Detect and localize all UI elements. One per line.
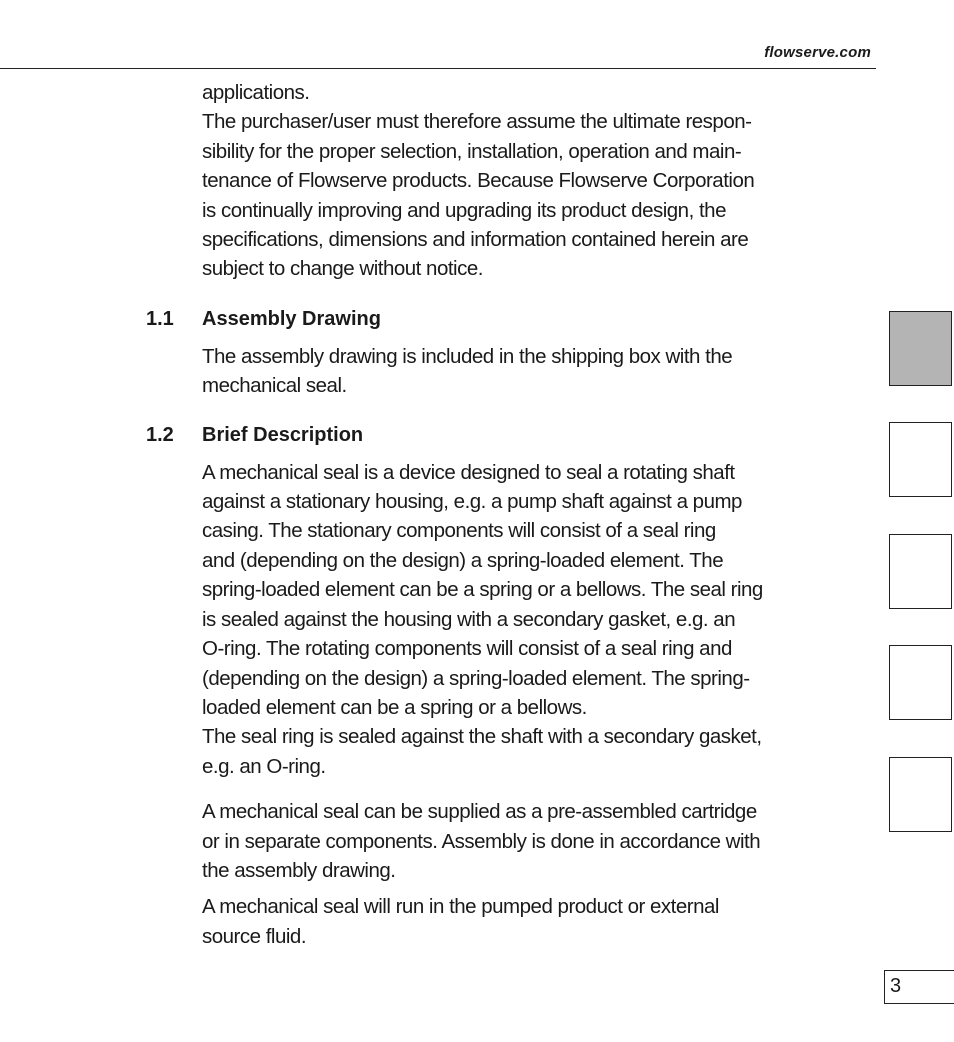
chapter-tab-1[interactable] bbox=[889, 311, 952, 386]
section-title: Brief Description bbox=[202, 423, 364, 446]
section-heading-1-2 bbox=[0, 424, 880, 454]
chapter-tab-5[interactable] bbox=[889, 757, 952, 832]
section-number: 1.2 bbox=[146, 423, 174, 446]
chapter-tab-3[interactable] bbox=[889, 534, 952, 609]
header-url: flowserve.com bbox=[764, 44, 871, 61]
chapter-tab-4[interactable] bbox=[889, 645, 952, 720]
section-1-2-paragraph-3: A mechanical seal will run in the pumped product or external source fluid. bbox=[202, 895, 719, 948]
section-title: Assembly Drawing bbox=[202, 307, 381, 330]
page-number-box bbox=[884, 970, 954, 1004]
section-number: 1.1 bbox=[146, 307, 174, 330]
page-content bbox=[0, 78, 880, 951]
header-divider bbox=[0, 68, 876, 69]
section-1-2-paragraph-2: A mechanical seal can be supplied as a pre-assembled cartridge or in separate components. Assembly is done in accordance with the assembly drawing. bbox=[202, 800, 761, 882]
page-number: 3 bbox=[890, 975, 902, 997]
section-1-2-paragraph-1: A mechanical seal is a device designed to seal a rotating shaft against a stationary housing, e.g. a pump shaft against a pump casing. The stationary components will consist of a seal ring and (depending on the design) a spring-loaded element. The spring-loaded element can be a spring or a bellows. The seal ring is sealed against the housing with a secondary gasket, e.g. an O-ring. The rotating components will consist of a seal ring and (depending on the design) a spring-loaded element. The spring- loaded element can be a spring or a bellows. The seal ring is sealed against the shaft with a secondary gasket, e.g. an O-ring. bbox=[202, 460, 763, 778]
section-heading-1-1 bbox=[0, 308, 880, 338]
section-1-1-paragraph: The assembly drawing is included in the shipping box with the mechanical seal. bbox=[202, 344, 733, 398]
intro-paragraph: applications. The purchaser/user must therefore assume the ultimate respon- sibility for the proper selection, installation, operation and main- tenance of Flowserve products. Because Flowserve Corporation is continually improving and upgrading its product design, the specifications, dimensions and information contained herein are subject to change without notice. bbox=[202, 81, 755, 281]
chapter-tab-2[interactable] bbox=[889, 422, 952, 497]
